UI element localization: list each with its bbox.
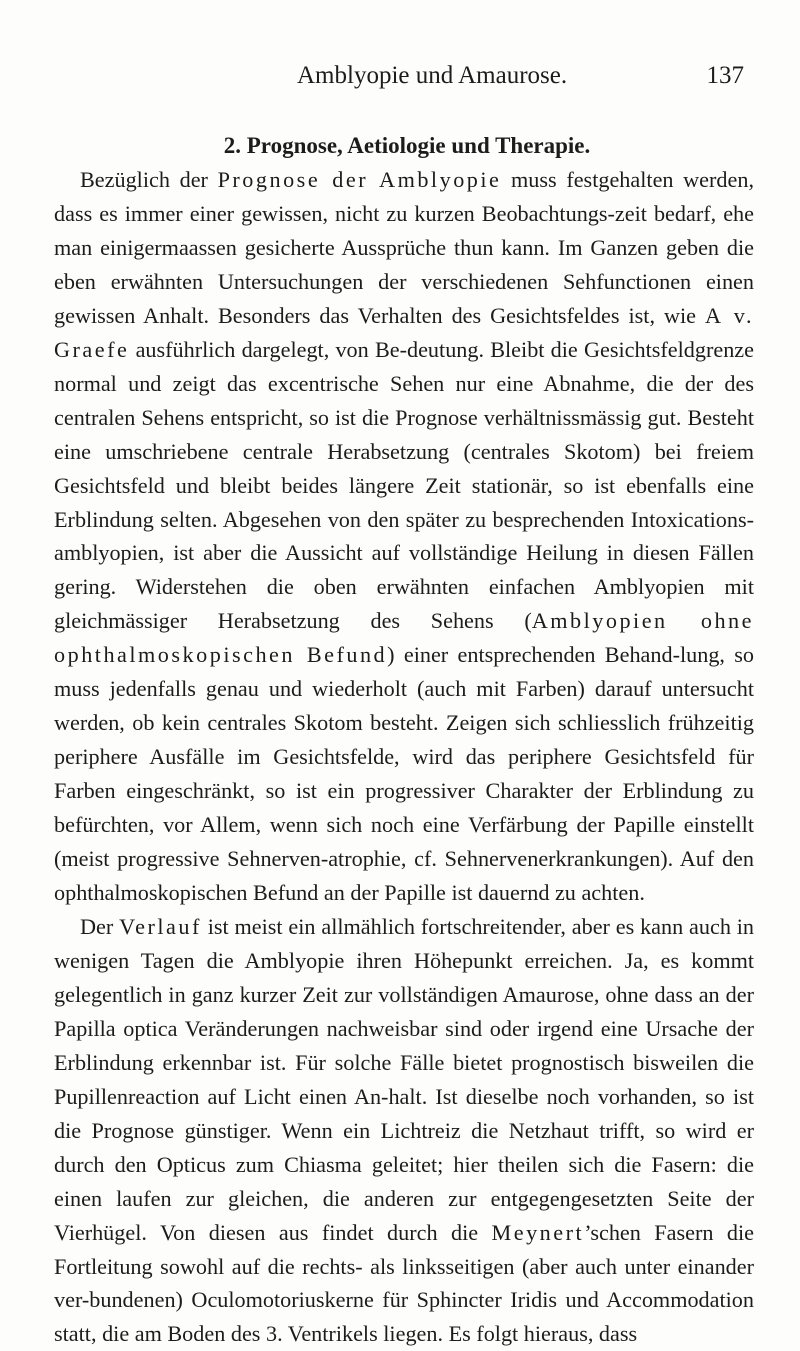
paragraph-verlauf [54,910,754,1351]
text-run: ) einer entsprechenden Behand-lung, so muss jedenfalls genau und wiederholt (auch mit Farben) darauf untersucht werden, ob kein centrales Skotom besteht. Zeigen sich schliesslich frühzeitig periphere Ausfälle im Gesichtsfelde, wird das periphere Gesichtsfeld für Farben eingeschränkt, so ist ein progressiver Charakter der Erblindung zu befürchten, vor Allem, wenn sich noch eine Verfärbung der Papille einstellt (meist progressive Sehnerven-atrophie, cf. Sehnervenerkrankungen). Auf den ophthalmoskopischen Befund an der Papille ist dauernd zu achten. [54,642,754,906]
running-title: Amblyopie und Amaurose. [297,62,568,89]
text-run: ausführlich dargelegt, von Be-deutung. Bleibt die Gesichtsfeldgrenze normal und zeigt das excentrische Sehen nur eine Abnahme, die der des centralen Sehens entspricht, so ist die Prognose verhältnissmässig gut. Besteht eine umschriebene centrale Herabsetzung (centrales Skotom) bei freiem Gesichtsfeld und bleibt beides längere Zeit stationär, so ist ebenfalls eine Erblindung selten. Abgesehen von den später zu besprechenden Intoxications-amblyopien, ist aber die Aussicht auf vollständige Heilung in diesen Fällen gering. Widerstehen die oben erwähnten einfachen Amblyopien mit gleichmässiger Herabsetzung des Sehens ( [54,336,754,634]
text-run: Bezüglich der [80,167,218,192]
text-run: muss festgehalten werden, dass es immer einer gewissen, nicht zu kurzen Beobachtungs-zeit bedarf, ehe man einigermaassen gesicherte Aussprüche thun kann. Im Ganzen geben die eben erwähnten Untersuchungen der verschiedenen Sehfunctionen einen gewissen Anhalt. Besonders das Verhalten des Gesichtsfeldes ist, wie [54,167,754,328]
body-text [54,163,754,1351]
running-header [0,62,800,92]
emphasis-verlauf: Verlauf [119,913,202,939]
page-number: 137 [706,62,744,89]
text-run: ist meist ein allmählich fortschreitender, aber es kann auch in wenigen Tagen die Amblyopie ihren Höhepunkt erreichen. Ja, es kommt gelegentlich in ganz kurzer Zeit zur vollständigen Amaurose, ohne dass an der Papilla optica Veränderungen nachweisbar sind oder irgend eine Ursache der Erblindung erkennbar ist. Für solche Fälle bietet prognostisch bisweilen die Pupillenreaction auf Licht einen An-halt. Ist dieselbe noch vorhanden, so ist die Prognose günstiger. Wenn ein Lichtreiz die Netzhaut trifft, so wird er durch den Opticus zum Chiasma geleitet; hier theilen sich die Fasern: die einen laufen zur gleichen, die anderen zur entgegengesetzten Seite der Vierhügel. Von diesen aus findet durch die [54,913,754,1245]
emphasis-meynert: Meynert [491,1219,585,1245]
paragraph-prognose [54,163,754,910]
text-run: ’schen Fasern die Fortleitung sowohl auf die rechts- als linksseitigen (aber auch unter einander ver-bundenen) Oculomotoriuskerne für Sphincter Iridis und Accommodation statt, die am Boden des 3. Ventrikels liegen. Es folgt hieraus, dass [54,1219,754,1347]
emphasis-prognose-der-amblyopie: Prognose der Amblyopie [217,167,502,192]
emphasis-amblyopien-ohne-befund: Amblyopien ohne ophthalmoskopischen Befund [54,608,754,668]
section-heading: 2. Prognose, Aetiologie und Therapie. [223,133,591,158]
text-run: Der [80,913,120,939]
emphasis-graefe: A v. Graefe [54,302,754,362]
